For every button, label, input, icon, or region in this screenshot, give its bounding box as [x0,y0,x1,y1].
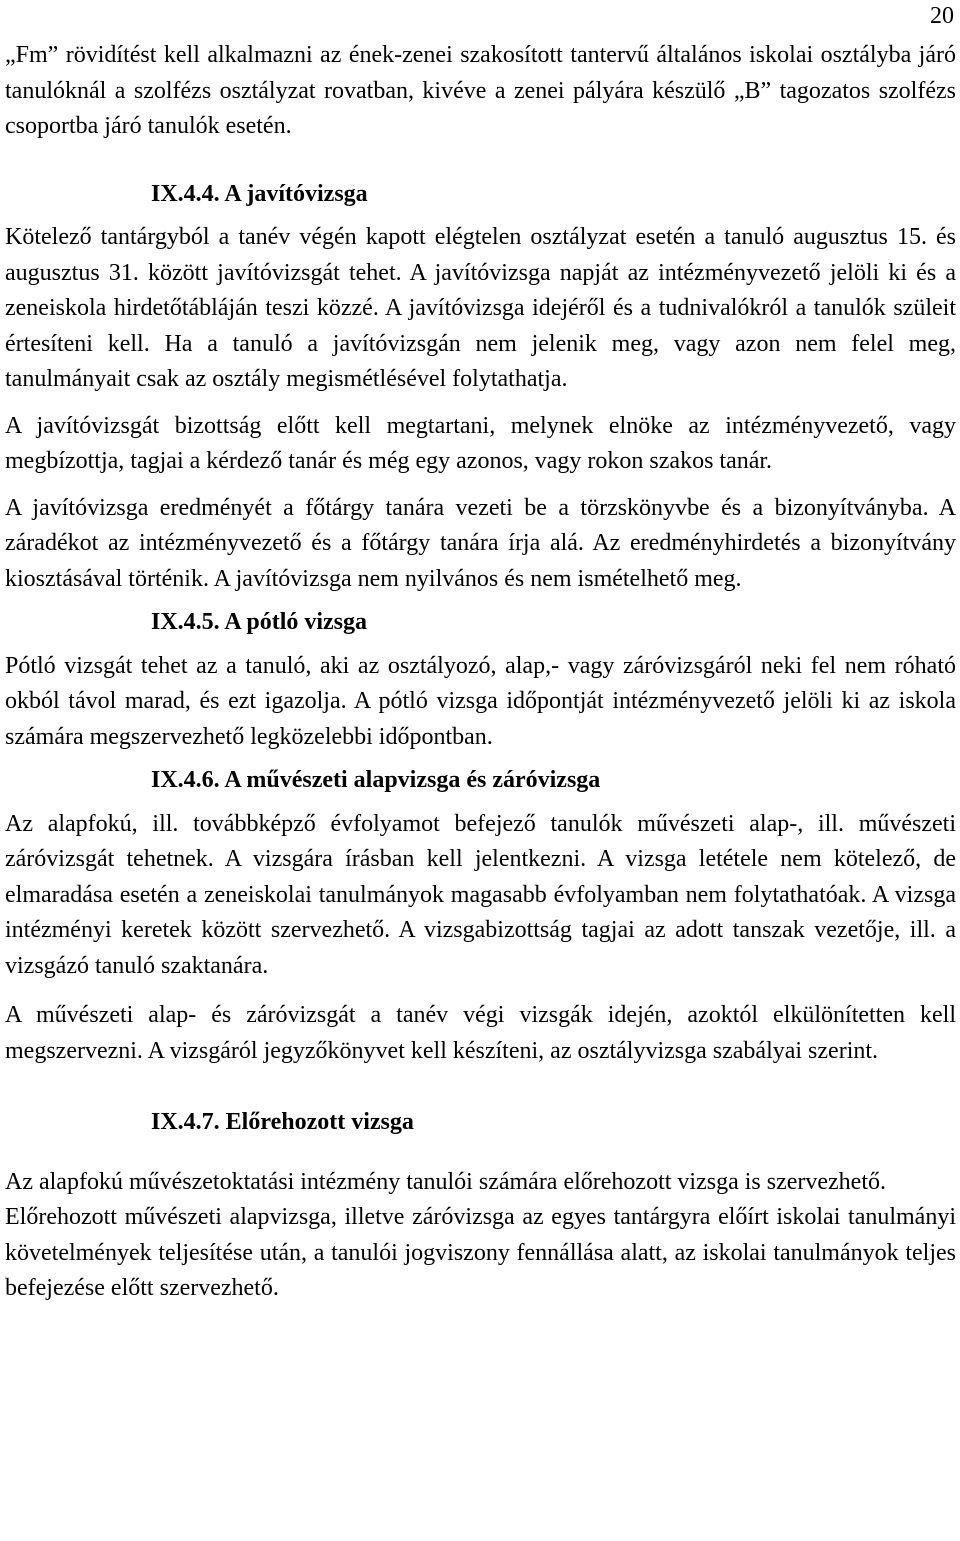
paragraph-fm-abbreviation: „Fm” rövidítést kell alkalmazni az ének-zenei szakosított tantervű általános iskolai osztályba járó tanulóknál a szolfézs osztályzat rovatban, kivéve a zenei pályára készülő „B” tagozatos szolfézs csoportba járó tanulók esetén. [5,42,956,139]
section-heading-javitovizsga: IX.4.4. A javítóvizsga [151,180,368,207]
paragraph-elorehozott-vizsga: Az alapfokú művészetoktatási intézmény tanulói számára előrehozott vizsga is szervezhető. [5,1168,886,1195]
paragraph-javitovizsga-committee: A javítóvizsgát bizottság előtt kell megtartani, melynek elnöke az intézményvezető, vagy megbízottja, tagjai a kérdező tanár és még egy azonos, vagy rokon szakos tanár. [5,412,956,474]
paragraph-muveszeti-vizsga-organization: A művészeti alap- és záróvizsgát a tanév végi vizsgák idején, azoktól elkülönítetten kell megszervezni. A vizsgáról jegyzőkönyvet kell készíteni, az osztályvizsga szabályai szerint. [5,1002,956,1064]
paragraph-muveszeti-vizsga-rules: Az alapfokú, ill. továbbképző évfolyamot befejező tanulók művészeti alap-, ill. művészeti záróvizsgát tehetnek. A vizsgára írásban kell jelentkezni. A vizsga letétele nem kötelező, de elmaradása esetén a zeneiskolai tanulmányok magasabb évfolyamban nem folytathatóak. A vizsga intézményi keretek között szervezhető. A vizsgabizottság tagjai az adott tanszak vezetője, ill. a vizsgázó tanuló szaktanára. [5,810,956,979]
paragraph-javitovizsga-rules: Kötelező tantárgyból a tanév végén kapott elégtelen osztályzat esetén a tanuló augusztus 15. és augusztus 31. között javítóvizsgát tehet. A javítóvizsga napját az intézményvezető jelöli ki és a zeneiskola hirdetőtábláján teszi közzé. A javítóvizsga idejéről és a tudnivalókról a tanulók szüleit értesíteni kell. Ha a tanuló a javítóvizsgán nem jelenik meg, vagy azon nem felel meg, tanulmányait csak az osztály megismétlésével folytathatja. [5,224,956,392]
paragraph-elorehozott-vizsga-conditions: Előrehozott művészeti alapvizsga, illetve záróvizsga az egyes tantárgyra előírt iskolai tanulmányi követelmények teljesítése után, a tanulói jogviszony fennállása alatt, az iskolai tanulmányok teljes befejezése előtt szervezhető. [5,1204,956,1301]
page-number: 20 [930,3,954,29]
section-heading-muveszeti-alapvizsga: IX.4.6. A művészeti alapvizsga és záróvizsga [151,767,601,793]
section-heading-elorehozott-vizsga: IX.4.7. Előrehozott vizsga [151,1109,414,1135]
paragraph-javitovizsga-results: A javítóvizsga eredményét a főtárgy tanára vezeti be a törzskönyvbe és a bizonyítványba. A záradékot az intézményvezető és a főtárgy tanára írja alá. Az eredményhirdetés a bizonyítvány kiosztásával történik. A javítóvizsga nem nyilvános és nem ismételhető meg. [5,494,956,592]
section-heading-potlo-vizsga: IX.4.5. A pótló vizsga [151,609,368,635]
document-body [5,38,956,1307]
paragraph-potlo-vizsga: Pótló vizsgát tehet az a tanuló, aki az osztályozó, alap,- vagy záróvizsgáról neki fel nem róható okból távol marad, és ezt igazolja. A pótló vizsga időpontját intézményvezető jelöli ki az iskola számára megszervezhető legközelebbi időpontban. [5,652,956,750]
